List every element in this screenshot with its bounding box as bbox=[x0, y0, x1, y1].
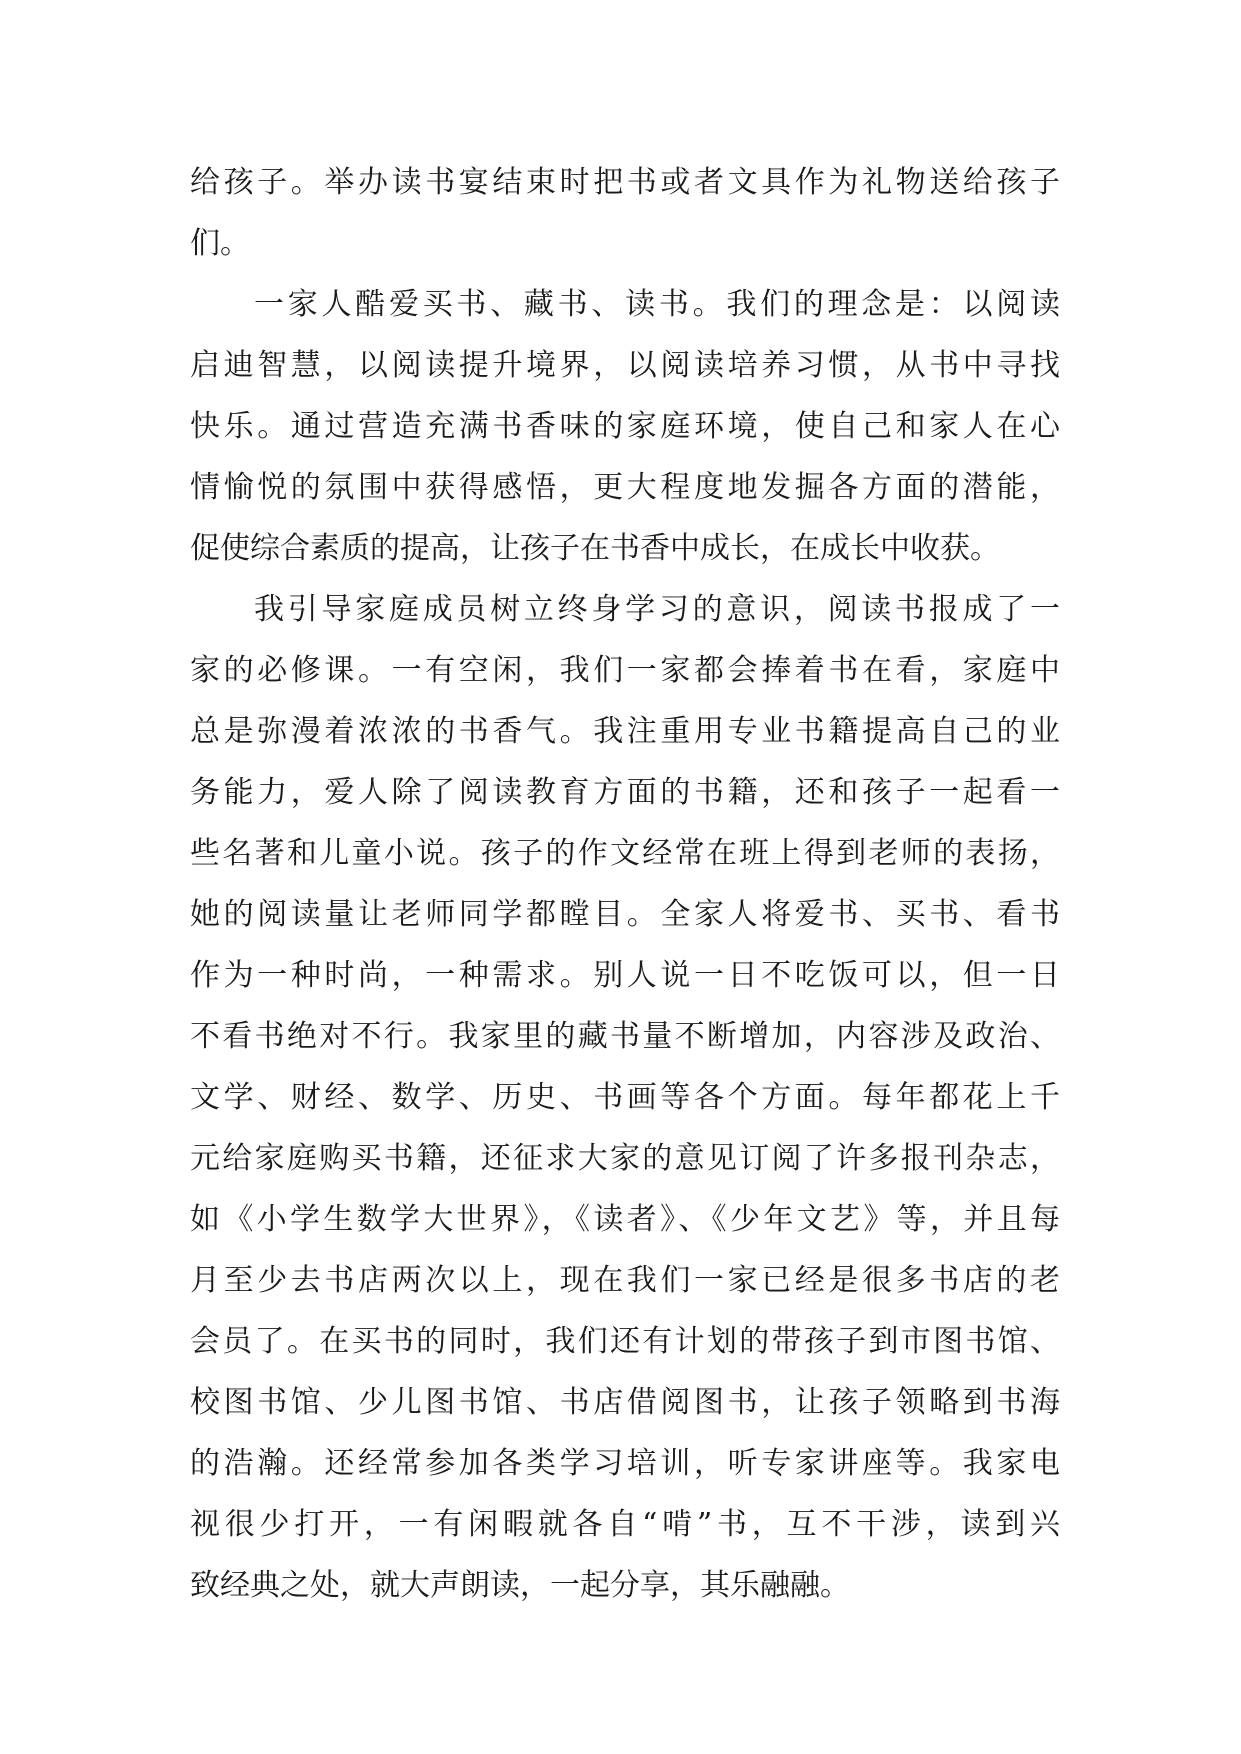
body-text bbox=[190, 152, 1060, 1616]
text-line: 校图书馆、少儿图书馆、书店借阅图书，让孩子领略到书海 bbox=[190, 1385, 1060, 1420]
text-line: 给孩子。举办读书宴结束时把书或者文具作为礼物送给孩子 bbox=[190, 165, 1060, 200]
text-line: 务能力，爱人除了阅读教育方面的书籍，还和孩子一起看一 bbox=[190, 775, 1060, 810]
text-line: 快乐。通过营造充满书香味的家庭环境，使自己和家人在心 bbox=[190, 409, 1060, 444]
text-line: 文学、财经、数学、历史、书画等各个方面。每年都花上千 bbox=[190, 1080, 1060, 1115]
text-line: 她的阅读量让老师同学都瞠目。全家人将爱书、买书、看书 bbox=[190, 897, 1060, 932]
text-line: 月至少去书店两次以上，现在我们一家已经是很多书店的老 bbox=[190, 1263, 1060, 1298]
text-line: 总是弥漫着浓浓的书香气。我注重用专业书籍提高自己的业 bbox=[190, 714, 1060, 749]
text-line: 元给家庭购买书籍，还征求大家的意见订阅了许多报刊杂志， bbox=[190, 1141, 1060, 1176]
text-line: 些名著和儿童小说。孩子的作文经常在班上得到老师的表扬， bbox=[190, 836, 1060, 871]
text-line: 致经典之处，就大声朗读，一起分享，其乐融融。 bbox=[190, 1568, 850, 1603]
text-line: 的浩瀚。还经常参加各类学习培训，听专家讲座等。我家电 bbox=[190, 1446, 1060, 1481]
text-line: 视很少打开，一有闲暇就各自“啃”书，互不干涉，读到兴 bbox=[190, 1507, 1060, 1542]
text-line: 们。 bbox=[190, 226, 250, 261]
paragraph-first-line: 我引导家庭成员树立终身学习的意识，阅读书报成了一 bbox=[254, 592, 1060, 627]
text-line: 促使综合素质的提高，让孩子在书香中成长，在成长中收获。 bbox=[190, 531, 1000, 566]
text-line: 情愉悦的氛围中获得感悟，更大程度地发掘各方面的潜能， bbox=[190, 470, 1060, 505]
text-line: 如《小学生数学大世界》，《读者》、《少年文艺》等，并且每 bbox=[190, 1202, 1060, 1237]
text-line: 不看书绝对不行。我家里的藏书量不断增加，内容涉及政治、 bbox=[190, 1019, 1060, 1054]
text-line: 作为一种时尚，一种需求。别人说一日不吃饭可以，但一日 bbox=[190, 958, 1060, 993]
text-line: 启迪智慧，以阅读提升境界，以阅读培养习惯，从书中寻找 bbox=[190, 348, 1060, 383]
paragraph-first-line: 一家人酷爱买书、藏书、读书。我们的理念是：以阅读 bbox=[254, 287, 1060, 322]
text-line: 会员了。在买书的同时，我们还有计划的带孩子到市图书馆、 bbox=[190, 1324, 1060, 1359]
text-line: 家的必修课。一有空闲，我们一家都会捧着书在看，家庭中 bbox=[190, 653, 1060, 688]
